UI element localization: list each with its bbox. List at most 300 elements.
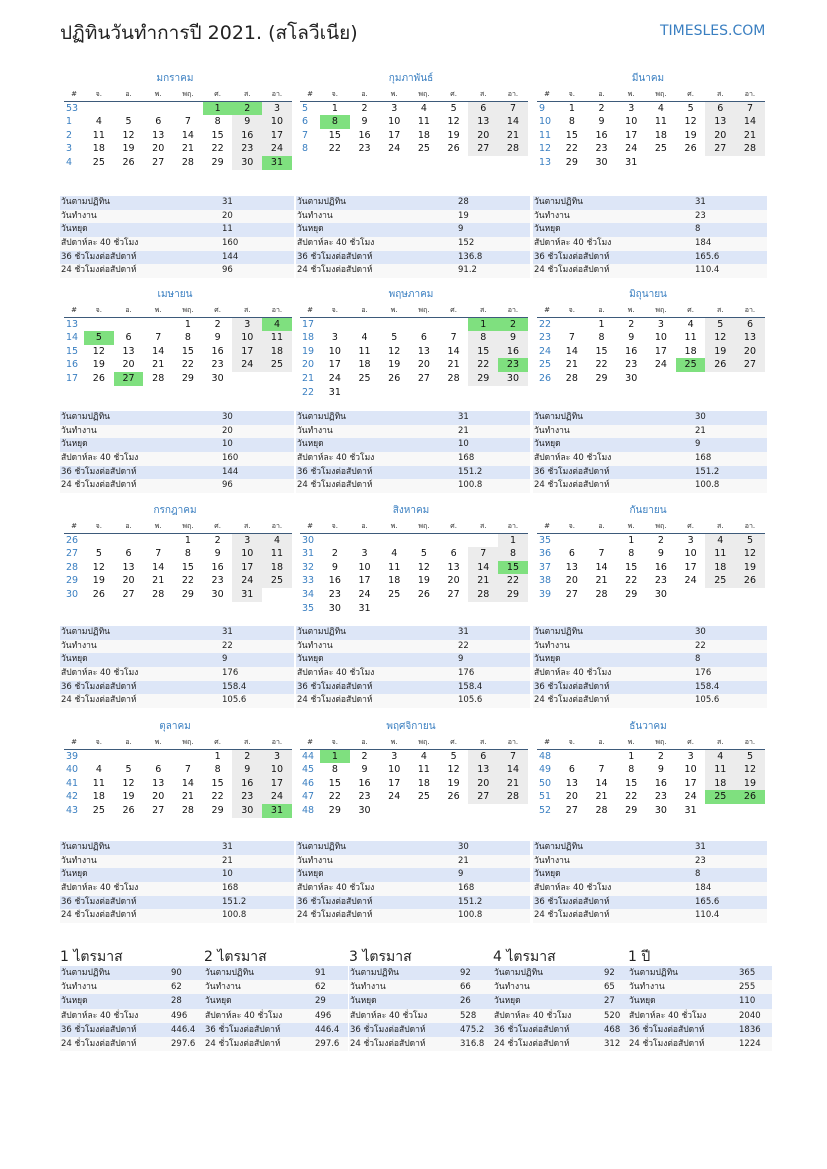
day-cell: 17	[684, 777, 697, 789]
day-cell: 15	[625, 777, 638, 789]
day-cell: 9	[598, 116, 605, 128]
period-title: 4 ไตรมาส	[493, 949, 556, 965]
month-grid	[537, 736, 759, 818]
week-number: 3	[66, 143, 73, 155]
stat-value: 144	[222, 251, 239, 262]
stat-label: 36 ชั่วโมงต่อสัปดาห์	[205, 1024, 281, 1035]
day-cell: 27	[468, 790, 498, 804]
day-cell	[379, 318, 409, 332]
day-cell: 15	[595, 345, 608, 357]
day-cell: 12	[122, 129, 135, 141]
day-cell	[320, 318, 350, 332]
day-cell: 11	[358, 345, 371, 357]
day-cell: 19	[417, 575, 430, 587]
stat-label: 24 ชั่วโมงต่อสัปดาห์	[629, 1038, 705, 1049]
day-cell: 27	[417, 372, 430, 384]
day-cell	[735, 588, 765, 602]
stat-row	[493, 966, 637, 980]
day-cell: 9	[331, 561, 338, 573]
stat-row	[493, 1023, 637, 1037]
day-cell: 3	[232, 318, 262, 332]
stat-label: สัปดาห์ละ 40 ชั่วโมง	[205, 1010, 283, 1021]
day-cell: 17	[262, 777, 292, 791]
weekday-header: จ.	[84, 736, 114, 750]
day-cell: 25	[654, 143, 667, 155]
stat-label: สัปดาห์ละ 40 ชั่วโมง	[61, 453, 139, 464]
day-cell: 9	[214, 548, 221, 560]
day-cell: 7	[184, 116, 191, 128]
stat-value: 22	[222, 640, 233, 651]
day-cell: 25	[676, 358, 706, 372]
weekday-header: พฤ.	[409, 736, 439, 750]
day-cell: 16	[328, 575, 341, 587]
weekday-header: อ.	[350, 736, 380, 750]
day-cell: 5	[450, 102, 457, 114]
stat-row	[349, 980, 493, 994]
day-cell: 1	[598, 318, 605, 330]
day-cell: 16	[625, 345, 638, 357]
day-cell	[705, 588, 735, 602]
stat-label: 24 ชั่วโมงต่อสัปดาห์	[61, 265, 137, 276]
day-cell: 19	[705, 345, 735, 359]
period-title: 3 ไตรมาส	[349, 949, 412, 965]
day-cell: 18	[388, 575, 401, 587]
weekday-header: อ.	[114, 736, 144, 750]
stat-value: 468	[604, 1024, 621, 1035]
week-number: 22	[539, 318, 552, 330]
stat-value: 31	[222, 197, 233, 207]
stat-value: 31	[695, 842, 706, 852]
stat-row	[204, 1037, 348, 1051]
stat-row	[60, 966, 204, 980]
week-number: 46	[302, 777, 315, 789]
stat-row	[296, 452, 530, 466]
day-cell: 5	[735, 750, 765, 764]
stat-label: วันหยุด	[61, 439, 88, 450]
day-cell: 6	[420, 332, 427, 344]
stat-value: 151.2	[222, 896, 247, 907]
week-number: 34	[302, 588, 315, 600]
weekday-header: อ.	[114, 88, 144, 102]
day-cell: 11	[684, 332, 697, 344]
day-cell: 23	[358, 791, 371, 803]
stat-value: 31	[222, 627, 233, 637]
stat-row	[349, 1023, 493, 1037]
weekday-header: ศ.	[439, 88, 469, 102]
stat-row	[60, 980, 204, 994]
day-cell: 16	[654, 561, 667, 573]
day-cell: 4	[95, 764, 102, 776]
stat-row	[60, 251, 294, 265]
day-cell: 8	[628, 764, 635, 776]
stat-value: 20	[222, 210, 233, 221]
day-cell: 13	[468, 115, 498, 129]
stat-label: วันตามปฏิทิน	[205, 968, 254, 978]
weekday-header: อ.	[114, 304, 144, 318]
stat-value: 92	[460, 968, 471, 978]
day-cell: 30	[328, 602, 341, 614]
week-number: 1	[66, 116, 73, 128]
day-cell: 19	[447, 777, 460, 789]
day-cell: 28	[498, 790, 528, 804]
stat-value: 100.8	[458, 480, 483, 491]
page-title: ปฏิทินวันทำการปี 2021. (สโลวีเนีย)	[60, 22, 358, 44]
day-cell: 10	[684, 764, 697, 776]
day-cell: 31	[625, 156, 638, 168]
stat-label: สัปดาห์ละ 40 ชั่วโมง	[61, 1010, 139, 1021]
stat-row	[296, 694, 530, 708]
day-cell: 13	[152, 777, 165, 789]
day-cell: 3	[391, 750, 398, 762]
day-cell	[84, 750, 114, 764]
day-cell	[705, 156, 735, 170]
stat-label: สัปดาห์ละ 40 ชั่วโมง	[534, 453, 612, 464]
day-cell: 9	[498, 331, 528, 345]
month-calendar	[300, 72, 522, 156]
day-cell: 19	[122, 143, 135, 155]
day-cell: 20	[122, 575, 135, 587]
day-cell: 24	[684, 791, 697, 803]
stat-row	[349, 1009, 493, 1023]
day-cell: 10	[654, 332, 667, 344]
stat-value: 168	[222, 883, 239, 894]
day-cell: 16	[358, 777, 371, 789]
weekday-header: พฤ.	[173, 88, 203, 102]
stat-value: 136.8	[458, 251, 483, 262]
stat-row	[60, 653, 294, 667]
day-cell: 15	[328, 777, 341, 789]
stat-row	[628, 1023, 772, 1037]
month-grid	[537, 520, 759, 602]
day-cell: 21	[595, 575, 608, 587]
stat-row	[296, 868, 530, 882]
day-cell: 9	[657, 764, 664, 776]
stat-label: สัปดาห์ละ 40 ชั่วโมง	[61, 668, 139, 679]
stat-value: 65	[604, 982, 615, 993]
stat-label: 36 ชั่วโมงต่อสัปดาห์	[350, 1024, 426, 1035]
weekday-header: ศ.	[439, 736, 469, 750]
stat-label: วันทำงาน	[534, 210, 570, 221]
day-cell: 29	[211, 804, 224, 816]
period-summary	[60, 948, 204, 1051]
day-cell: 2	[628, 318, 635, 330]
weekday-header: อา.	[262, 88, 292, 102]
day-cell	[498, 386, 528, 400]
stat-label: วันตามปฏิทิน	[297, 197, 346, 207]
day-cell: 9	[361, 764, 368, 776]
month-calendar	[64, 72, 286, 170]
day-cell: 4	[420, 750, 427, 762]
stat-value: 152	[458, 238, 475, 249]
stat-label: 24 ชั่วโมงต่อสัปดาห์	[494, 1038, 570, 1049]
day-cell: 12	[447, 116, 460, 128]
day-cell: 13	[705, 115, 735, 129]
stat-row	[60, 425, 294, 439]
stat-row	[60, 411, 294, 425]
day-cell	[439, 534, 469, 548]
day-cell: 19	[92, 575, 105, 587]
day-cell: 31	[358, 602, 371, 614]
month-name: กรกฎาคม	[153, 505, 197, 516]
day-cell: 2	[657, 750, 664, 762]
weekday-header: พ.	[616, 304, 646, 318]
day-cell: 14	[152, 345, 165, 357]
day-cell	[498, 804, 528, 818]
stat-value: 2040	[739, 1010, 761, 1021]
stat-value: 31	[695, 197, 706, 207]
weekday-header: พ.	[143, 88, 173, 102]
day-cell: 13	[447, 561, 460, 573]
stat-label: 36 ชั่วโมงต่อสัปดาห์	[297, 251, 373, 262]
stat-value: 90	[171, 968, 182, 978]
day-cell: 17	[388, 129, 401, 141]
period-title: 2 ไตรมาส	[204, 949, 267, 965]
stat-value: 96	[222, 265, 233, 276]
stat-label: 36 ชั่วโมงต่อสัปดาห์	[629, 1024, 705, 1035]
day-cell: 28	[181, 156, 194, 168]
weekday-header: ศ.	[676, 88, 706, 102]
stat-label: 24 ชั่วโมงต่อสัปดาห์	[534, 910, 610, 921]
day-cell: 16	[232, 129, 262, 143]
weekday-header: ศ.	[203, 88, 233, 102]
day-cell: 30	[358, 804, 371, 816]
weekday-header: ส.	[468, 520, 498, 534]
stat-label: วันทำงาน	[61, 210, 97, 221]
stat-value: 160	[222, 238, 239, 249]
week-number: 36	[539, 548, 552, 560]
day-cell: 17	[232, 345, 262, 359]
weekday-header: ส.	[468, 736, 498, 750]
day-cell: 15	[468, 345, 498, 359]
day-cell: 11	[92, 777, 105, 789]
stat-value: 151.2	[458, 466, 483, 477]
stat-label: วันตามปฏิทิน	[297, 412, 346, 422]
stat-value: 66	[460, 982, 471, 993]
week-number: 39	[539, 588, 552, 600]
day-cell	[439, 386, 469, 400]
day-cell: 19	[388, 359, 401, 371]
stat-value: 105.6	[458, 695, 483, 706]
stat-value: 30	[222, 412, 233, 422]
week-number: 28	[66, 561, 79, 573]
day-cell: 28	[565, 372, 578, 384]
day-cell: 16	[498, 345, 528, 359]
stat-value: 10	[222, 439, 233, 450]
day-cell: 26	[735, 574, 765, 588]
day-cell: 21	[181, 791, 194, 803]
weekday-header: ส.	[468, 304, 498, 318]
day-cell: 8	[320, 115, 350, 129]
month-grid	[300, 520, 522, 615]
day-cell: 10	[684, 548, 697, 560]
stat-value: 21	[222, 855, 233, 866]
day-cell: 2	[214, 534, 221, 546]
stat-value: 168	[458, 453, 475, 464]
week-number: 30	[66, 588, 79, 600]
day-cell: 11	[705, 763, 735, 777]
day-cell: 24	[654, 359, 667, 371]
day-cell: 5	[705, 318, 735, 332]
stat-label: สัปดาห์ละ 40 ชั่วโมง	[534, 883, 612, 894]
day-cell: 25	[358, 372, 371, 384]
stat-row	[60, 196, 294, 210]
day-cell: 15	[328, 129, 341, 141]
weekday-header: อ.	[350, 304, 380, 318]
month-calendar	[537, 504, 759, 602]
day-cell	[587, 750, 617, 764]
week-number: 45	[302, 764, 315, 776]
stat-row	[60, 994, 204, 1008]
day-cell: 27	[114, 372, 144, 386]
month-stats	[296, 196, 530, 278]
week-number: 52	[539, 804, 552, 816]
stat-row	[533, 466, 767, 480]
stat-row	[60, 237, 294, 251]
weekday-header: อา.	[262, 736, 292, 750]
stat-value: 28	[458, 197, 469, 207]
stat-value: 21	[458, 425, 469, 436]
day-cell: 30	[232, 156, 262, 170]
day-cell: 28	[595, 588, 608, 600]
stat-label: วันหยุด	[297, 869, 324, 880]
day-cell: 5	[125, 116, 132, 128]
stat-row	[296, 896, 530, 910]
stat-value: 31	[222, 842, 233, 852]
stat-value: 27	[604, 996, 615, 1007]
weekday-header: ส.	[705, 88, 735, 102]
stat-value: 176	[222, 668, 239, 679]
day-cell	[705, 372, 735, 386]
stat-row	[60, 1023, 204, 1037]
weekday-header: อ.	[587, 520, 617, 534]
day-cell: 8	[214, 764, 221, 776]
day-cell: 18	[417, 777, 430, 789]
stat-label: สัปดาห์ละ 40 ชั่วโมง	[61, 883, 139, 894]
day-cell: 14	[498, 763, 528, 777]
day-cell: 25	[417, 143, 430, 155]
day-cell: 12	[705, 331, 735, 345]
stat-value: 1836	[739, 1024, 761, 1035]
day-cell: 21	[152, 359, 165, 371]
stat-value: 26	[460, 996, 471, 1007]
day-cell: 4	[420, 102, 427, 114]
day-cell	[114, 750, 144, 764]
week-number: 22	[302, 386, 315, 398]
day-cell: 23	[211, 575, 224, 587]
weekday-header: ศ.	[439, 520, 469, 534]
day-cell: 21	[447, 359, 460, 371]
week-number: 39	[66, 750, 79, 762]
month-grid	[537, 304, 759, 386]
stat-row	[60, 909, 294, 923]
stat-value: 31	[458, 627, 469, 637]
weekday-header: ศ.	[203, 304, 233, 318]
week-number: 29	[66, 575, 79, 587]
stat-label: วันทำงาน	[205, 982, 241, 993]
day-cell: 26	[447, 791, 460, 803]
day-cell	[114, 102, 144, 116]
stat-value: 23	[695, 210, 706, 221]
weekday-header: จ.	[557, 304, 587, 318]
day-cell: 18	[684, 345, 697, 357]
stat-label: วันตามปฏิทิน	[534, 627, 583, 637]
stat-value: 30	[695, 627, 706, 637]
stat-row	[533, 237, 767, 251]
day-cell: 22	[181, 359, 194, 371]
day-cell: 11	[654, 116, 667, 128]
stat-row	[60, 223, 294, 237]
day-cell: 6	[468, 102, 498, 116]
stat-label: 36 ชั่วโมงต่อสัปดาห์	[61, 1024, 137, 1035]
day-cell: 7	[184, 764, 191, 776]
day-cell: 26	[122, 804, 135, 816]
stat-row	[60, 868, 294, 882]
day-cell: 17	[232, 561, 262, 575]
stat-label: 36 ชั่วโมงต่อสัปดาห์	[494, 1024, 570, 1035]
day-cell: 27	[565, 804, 578, 816]
stat-label: 36 ชั่วโมงต่อสัปดาห์	[534, 466, 610, 477]
stat-value: 8	[695, 224, 701, 235]
weekday-header: อา.	[498, 736, 528, 750]
weekday-header: จ.	[557, 520, 587, 534]
month-calendar	[300, 288, 522, 399]
day-cell	[439, 318, 469, 332]
weekday-header: พ.	[616, 736, 646, 750]
stat-row	[533, 868, 767, 882]
month-name: กันยายน	[629, 505, 667, 516]
stat-label: วันทำงาน	[534, 425, 570, 436]
day-cell: 10	[625, 116, 638, 128]
stat-row	[296, 681, 530, 695]
weekday-header: อ.	[350, 520, 380, 534]
stat-label: 24 ชั่วโมงต่อสัปดาห์	[61, 480, 137, 491]
stat-row	[533, 452, 767, 466]
day-cell: 4	[657, 102, 664, 114]
month-name: ธันวาคม	[629, 721, 667, 732]
week-number: 44	[302, 750, 315, 762]
day-cell: 27	[735, 358, 765, 372]
site-link[interactable]: TIMESLES.COM	[660, 23, 766, 39]
stat-value: 22	[695, 640, 706, 651]
day-cell: 23	[654, 791, 667, 803]
day-cell: 23	[358, 143, 371, 155]
day-cell: 5	[95, 548, 102, 560]
day-cell: 8	[498, 547, 528, 561]
day-cell	[350, 534, 380, 548]
stat-value: 11	[222, 224, 233, 235]
stat-value: 91.2	[458, 265, 477, 276]
week-number: 17	[302, 318, 315, 330]
day-cell: 22	[211, 143, 224, 155]
day-cell: 6	[468, 750, 498, 764]
stat-value: 151.2	[458, 896, 483, 907]
day-cell: 3	[331, 332, 338, 344]
day-cell: 30	[654, 588, 667, 600]
day-cell: 19	[735, 777, 765, 791]
stat-label: 36 ชั่วโมงต่อสัปดาห์	[61, 896, 137, 907]
day-cell: 8	[184, 548, 191, 560]
day-cell: 12	[735, 547, 765, 561]
day-cell: 17	[625, 129, 638, 141]
month-calendar	[64, 504, 286, 602]
weekday-header: จ.	[320, 520, 350, 534]
day-cell	[439, 804, 469, 818]
day-cell: 29	[625, 588, 638, 600]
month-calendar	[64, 288, 286, 386]
day-cell: 27	[705, 142, 735, 156]
stat-row	[296, 264, 530, 278]
stat-label: 36 ชั่วโมงต่อสัปดาห์	[297, 681, 373, 692]
